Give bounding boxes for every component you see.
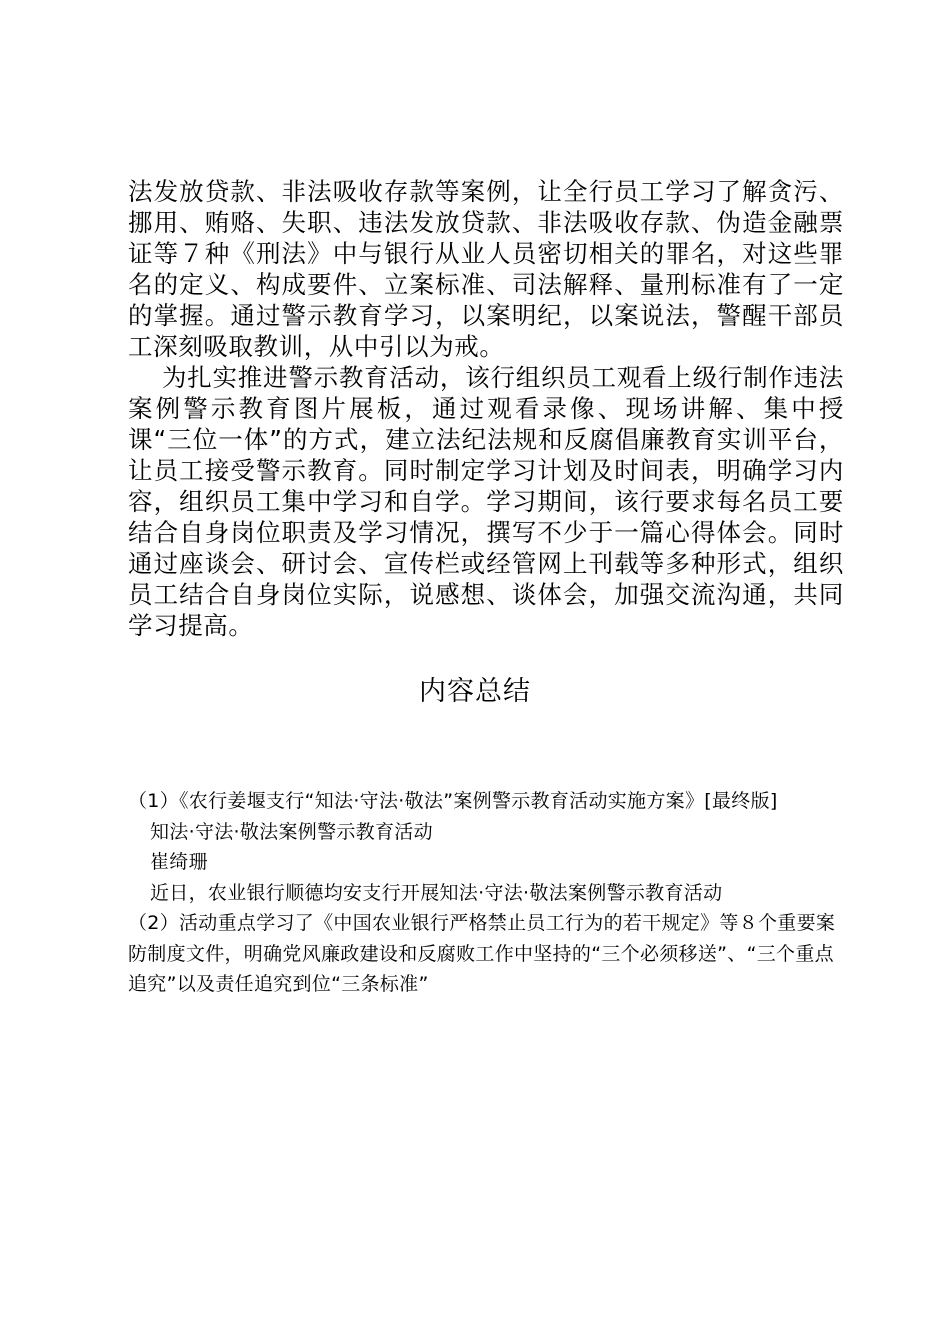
summary-list: [128, 786, 848, 1000]
summary-item-1-author: 崔绮珊: [150, 851, 208, 873]
summary-item-1-text: 近日，农业银行顺德均安支行开展知法·守法·敬法案例警示教育活动: [150, 881, 723, 904]
summary-heading: 内容总结: [419, 676, 531, 707]
body-paragraph-2: 为扎实推进警示教育活动，该行组织员工观看上级行制作违法案例警示教育图片展板，通过观看录像、现场讲解、集中授课“三位一体”的方式，建立法纪法规和反腐倡廉教育实训平台，让员工接受警示教育。同时制定学习计划及时间表，明确学习内容，组织员工集中学习和自学。学习期间，该行要求每名员工要结合自身岗位职责及学习情况，撰写不少于一篇心得体会。同时通过座谈会、研讨会、宣传栏或经管网上刊载等多种形式，组织员工结合自身岗位实际，说感想、谈体会，加强交流沟通，共同学习提高。: [128, 363, 844, 640]
body-paragraph-1: 法发放贷款、非法吸收存款等案例，让全行员工学习了解贪污、挪用、贿赂、失职、违法发放贷款、非法吸收存款、伪造金融票证等７种《刑法》中与银行从业人员密切相关的罪名，对这些罪名的定义、构成要件、立案标准、司法解释、量刑标准有了一定的掌握。通过警示教育学习，以案明纪，以案说法，警醒干部员工深刻吸取教训，从中引以为戒。: [128, 177, 844, 361]
summary-item-1-title: （1）《农行姜堰支行“知法·守法·敬法”案例警示教育活动实施方案》[最终版]: [128, 790, 778, 812]
summary-item-2-text: （2）活动重点学习了《中国农业银行严格禁止员工行为的若干规定》等８个重要案防制度文件，明确党风廉政建设和反腐败工作中坚持的“三个必须移送”、“三个重点追究”以及责任追究到位“三条标准”: [128, 912, 836, 995]
summary-item-1-subtitle: 知法·守法·敬法案例警示教育活动: [150, 820, 433, 843]
